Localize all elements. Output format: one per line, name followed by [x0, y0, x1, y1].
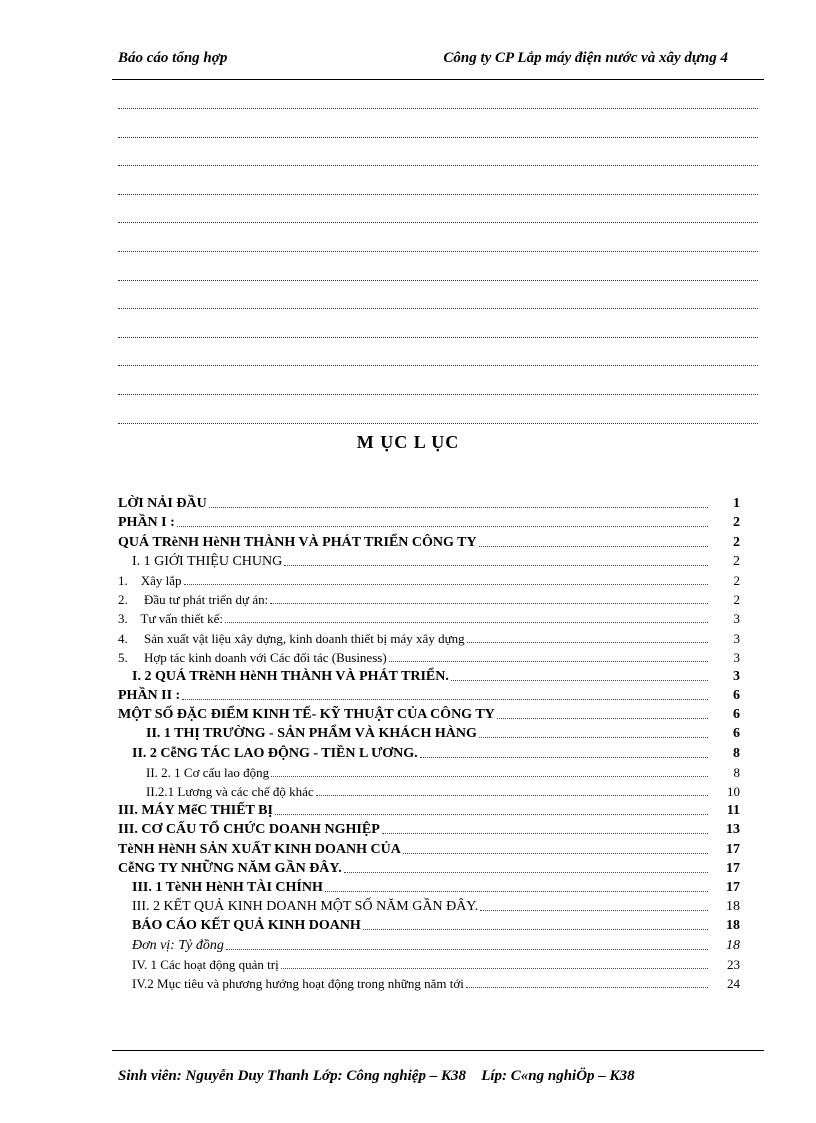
toc-entry[interactable] — [118, 589, 740, 608]
toc-entry-page: 6 — [733, 707, 740, 723]
toc-leader-dots — [382, 832, 708, 834]
toc-leader-dots — [209, 506, 708, 508]
toc-entry[interactable] — [118, 608, 740, 627]
toc-leader-dots — [270, 602, 708, 604]
toc-entry-title: TèNH HèNH SẢN XUẤT KINH DOANH CỦA — [118, 841, 401, 857]
toc-entry-title: 4. Sản xuất vật liệu xây dựng, kinh doanh thiết bị máy xây dựng — [118, 630, 465, 646]
dotted-line — [118, 270, 758, 281]
toc-leader-dots — [271, 775, 708, 777]
page-header — [118, 50, 764, 72]
toc-entry-page: 17 — [726, 841, 740, 857]
toc-entry-title: II. 1 THỊ TRƯỜNG - SẢN PHẨM VÀ KHÁCH HÀNG — [146, 726, 477, 742]
toc-entry-title: CễNG TY NHỮNG NĂM GẦN ĐÂY. — [118, 860, 342, 876]
toc-entry-page: 3 — [733, 611, 740, 627]
toc-entry-title: III. CƠ CẤU TỔ CHỨC DOANH NGHIỆP — [118, 822, 380, 838]
toc-entry-title: PHẦN II : — [118, 688, 181, 704]
toc-entry-title: I. 1 GIỚI THIỆU CHUNG — [132, 553, 283, 569]
dotted-lines-block — [118, 98, 758, 441]
dotted-line — [118, 184, 758, 195]
toc-entry-page: 18 — [726, 899, 740, 915]
page-footer — [118, 1068, 758, 1085]
toc-entry-title: LỜI NẢI ĐẦU — [118, 496, 207, 512]
toc-entry[interactable] — [118, 531, 740, 550]
toc-leader-dots — [480, 909, 708, 911]
toc-entry-page: 18 — [726, 937, 740, 953]
dotted-line — [118, 413, 758, 424]
toc-entry-title: IV. 1 Các hoạt động quản trị — [132, 956, 279, 972]
toc-entry-page: 6 — [733, 688, 740, 704]
toc-entry-page: 2 — [733, 534, 740, 550]
footer-divider — [112, 1050, 764, 1051]
dotted-line — [118, 298, 758, 309]
footer-student: Sinh viên: Nguyễn Duy Thanh — [118, 1068, 309, 1084]
toc-entry-title: 1. Xây lắp — [118, 572, 182, 588]
toc-leader-dots — [479, 545, 708, 547]
toc-entry[interactable] — [118, 493, 740, 512]
toc-entry[interactable] — [118, 877, 740, 896]
toc-leader-dots — [403, 852, 708, 854]
toc-entry[interactable] — [118, 838, 740, 857]
toc-leader-dots — [281, 967, 708, 969]
toc-entry-title: BÁO CÁO KẾT QUẢ KINH DOANH — [132, 918, 361, 934]
dotted-line — [118, 127, 758, 138]
toc-entry-page: 3 — [733, 668, 740, 684]
toc-leader-dots — [389, 660, 708, 662]
toc-leader-dots — [497, 717, 708, 719]
toc-leader-dots — [344, 871, 708, 873]
toc-entry[interactable] — [118, 704, 740, 723]
toc-entry[interactable] — [118, 647, 740, 666]
toc-entry-title: III. MÁY MểC THIẾT BỊ — [118, 803, 273, 819]
toc-entry[interactable] — [118, 570, 740, 589]
toc-entry-page: 11 — [726, 803, 740, 819]
toc-leader-dots — [467, 641, 708, 643]
toc-leader-dots — [182, 698, 708, 700]
toc-entry-title: II. 2. 1 Cơ cấu lao động — [146, 764, 270, 780]
dotted-line — [118, 155, 758, 166]
toc-leader-dots — [451, 679, 708, 681]
toc-entry-page: 2 — [733, 553, 740, 569]
toc-leader-dots — [420, 756, 708, 758]
toc-entry-title: Đơn vị: Tỷ đồng — [132, 937, 224, 953]
toc-entry-title: I. 2 QUÁ TRèNH HèNH THÀNH VÀ PHÁT TRIỂN. — [132, 668, 449, 684]
toc-title: M ỤC L ỤC — [356, 432, 460, 452]
dotted-line — [118, 98, 758, 109]
toc-entry-title: II. 2 CễNG TÁC LAO ĐỘNG - TIỀN L ƯƠNG. — [132, 745, 418, 761]
toc-entry[interactable] — [118, 800, 740, 819]
toc-leader-dots — [226, 948, 708, 950]
toc-entry-page: 1 — [733, 496, 740, 512]
dotted-line — [118, 241, 758, 252]
table-of-contents — [118, 493, 740, 992]
toc-entry[interactable] — [118, 896, 740, 915]
toc-entry[interactable] — [118, 973, 740, 992]
toc-entry-page: 24 — [727, 975, 740, 991]
toc-entry-page: 23 — [727, 956, 740, 972]
toc-entry-title: QUÁ TRèNH HèNH THÀNH VÀ PHÁT TRIỂN CÔNG TY — [118, 534, 477, 550]
toc-entry[interactable] — [118, 762, 740, 781]
toc-entry-page: 2 — [733, 515, 740, 531]
dotted-line — [118, 212, 758, 223]
toc-entry[interactable] — [118, 915, 740, 934]
toc-entry-page: 10 — [727, 784, 740, 799]
toc-entry[interactable] — [118, 551, 740, 570]
toc-entry-page: 2 — [733, 572, 740, 588]
toc-entry[interactable] — [118, 819, 740, 838]
toc-entry-title: III. 2 KẾT QUẢ KINH DOANH MỘT SỐ NĂM GẦN ĐÂY. — [132, 899, 479, 915]
toc-leader-dots — [479, 736, 708, 738]
header-report-title: Báo cáo tổng hợp — [118, 50, 228, 66]
footer-class: Lớp: Công nghiệp – K38 — [312, 1068, 466, 1084]
toc-entry[interactable] — [118, 934, 740, 953]
toc-entry-page: 17 — [726, 879, 740, 895]
dotted-line — [118, 327, 758, 338]
toc-leader-dots — [466, 986, 708, 988]
toc-entry[interactable] — [118, 685, 740, 704]
toc-entry[interactable] — [118, 742, 740, 761]
toc-entry-page: 3 — [733, 630, 740, 646]
toc-entry-page: 2 — [733, 592, 740, 608]
toc-entry-title: MỘT SỐ ĐẶC ĐIỂM KINH TẾ- KỸ THUẬT CỦA CÔNG TY — [118, 707, 495, 723]
toc-entry-title: 5. Hợp tác kinh doanh với Các đối tác (Business) — [118, 649, 387, 665]
toc-leader-dots — [284, 564, 708, 566]
toc-entry[interactable] — [118, 954, 740, 973]
dotted-line — [118, 384, 758, 395]
toc-entry[interactable] — [118, 666, 740, 685]
toc-entry-page: 13 — [726, 822, 740, 838]
toc-leader-dots — [275, 813, 708, 815]
toc-entry-page: 8 — [733, 745, 740, 761]
toc-leader-dots — [184, 583, 708, 585]
toc-entry[interactable] — [118, 627, 740, 646]
toc-entry-title: II.2.1 Lương và các chế độ khác — [146, 784, 314, 799]
toc-entry-title: PHẦN I : — [118, 515, 175, 531]
footer-class-legacy: Líp: C«ng nghiÖp – K38 — [481, 1068, 635, 1084]
toc-leader-dots — [325, 890, 708, 892]
toc-entry[interactable] — [118, 781, 740, 800]
toc-entry-page: 17 — [726, 860, 740, 876]
header-divider — [112, 79, 764, 80]
toc-entry[interactable] — [118, 723, 740, 742]
toc-leader-dots — [316, 794, 708, 796]
toc-entry-page: 8 — [733, 764, 740, 780]
toc-entry-title: IV.2 Mục tiêu và phương hướng hoạt động trong những năm tới — [132, 975, 464, 991]
toc-entry-title: III. 1 TèNH HèNH TÀI CHÍNH — [132, 879, 323, 895]
toc-entry-page: 18 — [726, 918, 740, 934]
toc-entry-page: 6 — [733, 726, 740, 742]
toc-leader-dots — [225, 621, 708, 623]
dotted-line — [118, 355, 758, 366]
toc-entry-title: 2. Đầu tư phát triển dự án: — [118, 592, 269, 608]
toc-entry[interactable] — [118, 858, 740, 877]
toc-entry[interactable] — [118, 512, 740, 531]
toc-entry-title: 3. Tư vấn thiết kế: — [118, 611, 224, 627]
toc-leader-dots — [363, 928, 708, 930]
toc-leader-dots — [177, 525, 708, 527]
toc-entry-page: 3 — [733, 649, 740, 665]
header-company-name: Công ty CP Lắp máy điện nước và xây dựng 4 — [443, 50, 728, 66]
